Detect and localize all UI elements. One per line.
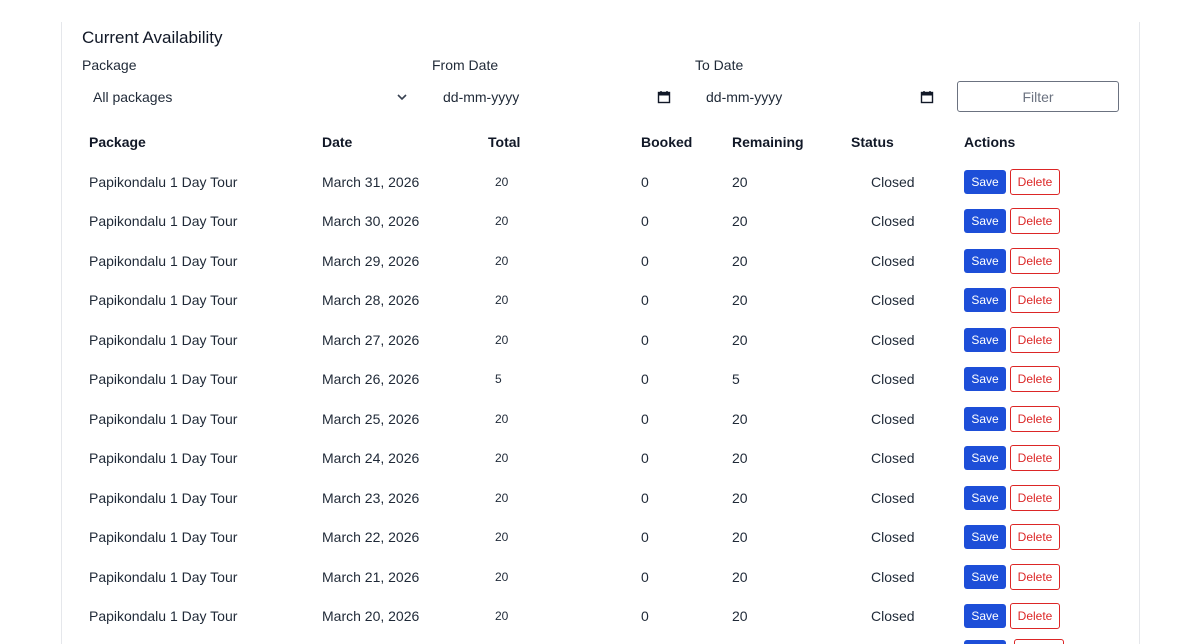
- delete-button[interactable]: Delete: [1010, 248, 1060, 274]
- to-date-label: To Date: [695, 57, 744, 73]
- cell-total: 20: [495, 332, 509, 347]
- cell-package: Papikondalu 1 Day Tour: [89, 213, 238, 230]
- cell-booked: 0: [641, 489, 649, 506]
- cell-status: Closed: [871, 529, 915, 546]
- cell-remaining: 20: [732, 331, 748, 348]
- column-header-actions: Actions: [964, 134, 1016, 150]
- cell-total: 20: [495, 174, 509, 189]
- cell-actions: [957, 241, 1102, 281]
- column-header-total: Total: [488, 134, 521, 150]
- from-date-input[interactable]: [432, 82, 679, 112]
- cell-date: March 29, 2026: [322, 252, 420, 269]
- table-row: [82, 399, 1102, 439]
- cell-remaining: 20: [732, 292, 748, 309]
- save-button[interactable]: Save: [964, 525, 1006, 549]
- table-row: [82, 478, 1102, 518]
- table-row: [82, 360, 1102, 400]
- cell-booked: 0: [641, 608, 649, 625]
- cell-status: Closed: [871, 252, 915, 269]
- cell-total: 20: [495, 451, 509, 466]
- save-button[interactable]: Save: [964, 486, 1006, 510]
- table-body: [82, 162, 1102, 636]
- cell-actions: [957, 439, 1102, 479]
- delete-button[interactable]: Delete: [1010, 485, 1060, 511]
- cell-total: 5: [495, 372, 502, 387]
- cell-actions: [957, 360, 1102, 400]
- cell-remaining: 20: [732, 213, 748, 230]
- cell-actions: [957, 518, 1102, 558]
- cell-actions: [957, 162, 1102, 202]
- delete-button[interactable]: Delete: [1010, 327, 1060, 353]
- cell-date: March 28, 2026: [322, 292, 420, 309]
- cell-date: March 22, 2026: [322, 529, 420, 546]
- cell-remaining: 20: [732, 608, 748, 625]
- delete-button[interactable]: Delete: [1010, 445, 1060, 471]
- cell-package: Papikondalu 1 Day Tour: [89, 529, 238, 546]
- cell-remaining: 20: [732, 410, 748, 427]
- column-header-remaining: Remaining: [732, 134, 804, 150]
- from-date-placeholder: dd-mm-yyyy: [443, 89, 520, 105]
- cell-actions: [957, 399, 1102, 439]
- column-header-package: Package: [89, 134, 146, 150]
- cell-booked: 0: [641, 173, 649, 190]
- table-row: [82, 320, 1102, 360]
- save-button[interactable]: Save: [964, 446, 1006, 470]
- cell-booked: 0: [641, 529, 649, 546]
- cell-status: Closed: [871, 292, 915, 309]
- package-label: Package: [82, 57, 137, 73]
- column-header-date: Date: [322, 134, 353, 150]
- cell-package: Papikondalu 1 Day Tour: [89, 608, 238, 625]
- cell-date: March 21, 2026: [322, 568, 420, 585]
- cell-total: 20: [495, 253, 509, 268]
- cell-booked: 0: [641, 292, 649, 309]
- cell-actions: [957, 597, 1102, 637]
- cell-remaining: 20: [732, 568, 748, 585]
- cell-remaining: 20: [732, 252, 748, 269]
- table-row-partial: [964, 639, 1064, 644]
- cell-status: Closed: [871, 489, 915, 506]
- save-button[interactable]: Save: [964, 367, 1006, 391]
- cell-status: Closed: [871, 371, 915, 388]
- cell-booked: 0: [641, 213, 649, 230]
- cell-booked: 0: [641, 568, 649, 585]
- cell-date: March 23, 2026: [322, 489, 420, 506]
- cell-booked: 0: [641, 252, 649, 269]
- cell-date: March 27, 2026: [322, 331, 420, 348]
- save-button[interactable]: [964, 640, 1006, 644]
- cell-total: 20: [495, 214, 509, 229]
- cell-remaining: 20: [732, 173, 748, 190]
- cell-remaining: 20: [732, 489, 748, 506]
- cell-date: March 30, 2026: [322, 213, 420, 230]
- cell-actions: [957, 202, 1102, 242]
- cell-package: Papikondalu 1 Day Tour: [89, 450, 238, 467]
- save-button[interactable]: Save: [964, 249, 1006, 273]
- table-row: [82, 557, 1102, 597]
- cell-actions: [957, 281, 1102, 321]
- cell-total: 20: [495, 569, 509, 584]
- cell-status: Closed: [871, 450, 915, 467]
- table-header-row: [82, 122, 1102, 162]
- cell-package: Papikondalu 1 Day Tour: [89, 252, 238, 269]
- delete-button[interactable]: Delete: [1010, 524, 1060, 550]
- chevron-down-icon: [396, 91, 408, 103]
- cell-package: Papikondalu 1 Day Tour: [89, 331, 238, 348]
- cell-package: Papikondalu 1 Day Tour: [89, 568, 238, 585]
- save-button[interactable]: Save: [964, 288, 1006, 312]
- delete-button[interactable]: Delete: [1010, 169, 1060, 195]
- cell-total: 20: [495, 490, 509, 505]
- cell-date: March 26, 2026: [322, 371, 420, 388]
- cell-status: Closed: [871, 213, 915, 230]
- filter-button[interactable]: Filter: [957, 81, 1119, 112]
- to-date-placeholder: dd-mm-yyyy: [706, 89, 783, 105]
- cell-status: Closed: [871, 608, 915, 625]
- section-title: Current Availability: [82, 28, 223, 47]
- cell-actions: [957, 478, 1102, 518]
- cell-booked: 0: [641, 371, 649, 388]
- delete-button[interactable]: Delete: [1010, 366, 1060, 392]
- cell-booked: 0: [641, 410, 649, 427]
- cell-package: Papikondalu 1 Day Tour: [89, 173, 238, 190]
- column-header-status: Status: [851, 134, 894, 150]
- delete-button[interactable]: Delete: [1010, 603, 1060, 629]
- cell-remaining: 20: [732, 450, 748, 467]
- calendar-icon[interactable]: [920, 90, 934, 104]
- delete-button[interactable]: Delete: [1010, 208, 1060, 234]
- cell-status: Closed: [871, 410, 915, 427]
- save-button[interactable]: Save: [964, 328, 1006, 352]
- cell-booked: 0: [641, 331, 649, 348]
- cell-remaining: 20: [732, 529, 748, 546]
- cell-total: 20: [495, 293, 509, 308]
- cell-date: March 24, 2026: [322, 450, 420, 467]
- to-date-input[interactable]: [695, 82, 942, 112]
- cell-booked: 0: [641, 450, 649, 467]
- delete-button[interactable]: Delete: [1010, 564, 1060, 590]
- cell-package: Papikondalu 1 Day Tour: [89, 292, 238, 309]
- cell-total: 20: [495, 609, 509, 624]
- save-button[interactable]: Save: [964, 209, 1006, 233]
- table-row: [82, 439, 1102, 479]
- delete-button[interactable]: Delete: [1010, 406, 1060, 432]
- availability-table: [82, 122, 1102, 636]
- cell-actions: [957, 557, 1102, 597]
- table-row: [82, 241, 1102, 281]
- package-select[interactable]: [82, 82, 416, 112]
- cell-status: Closed: [871, 173, 915, 190]
- cell-package: Papikondalu 1 Day Tour: [89, 489, 238, 506]
- cell-remaining: 5: [732, 371, 740, 388]
- save-button[interactable]: Save: [964, 407, 1006, 431]
- cell-package: Papikondalu 1 Day Tour: [89, 410, 238, 427]
- cell-status: Closed: [871, 331, 915, 348]
- table-row: [82, 202, 1102, 242]
- cell-actions: [957, 320, 1102, 360]
- cell-total: 20: [495, 530, 509, 545]
- cell-status: Closed: [871, 568, 915, 585]
- delete-button[interactable]: Delete: [1010, 287, 1060, 313]
- save-button[interactable]: Save: [964, 170, 1006, 194]
- table-row: [82, 162, 1102, 202]
- calendar-icon[interactable]: [657, 90, 671, 104]
- column-header-booked: Booked: [641, 134, 693, 150]
- cell-date: March 20, 2026: [322, 608, 420, 625]
- cell-total: 20: [495, 411, 509, 426]
- table-row: [82, 281, 1102, 321]
- table-row: [82, 518, 1102, 558]
- from-date-label: From Date: [432, 57, 499, 73]
- table-row: [82, 597, 1102, 637]
- cell-date: March 25, 2026: [322, 410, 420, 427]
- cell-date: March 31, 2026: [322, 173, 420, 190]
- availability-card: [61, 22, 1140, 644]
- save-button[interactable]: Save: [964, 604, 1006, 628]
- delete-button[interactable]: [1014, 639, 1064, 644]
- cell-package: Papikondalu 1 Day Tour: [89, 371, 238, 388]
- save-button[interactable]: Save: [964, 565, 1006, 589]
- package-select-value: All packages: [93, 89, 173, 105]
